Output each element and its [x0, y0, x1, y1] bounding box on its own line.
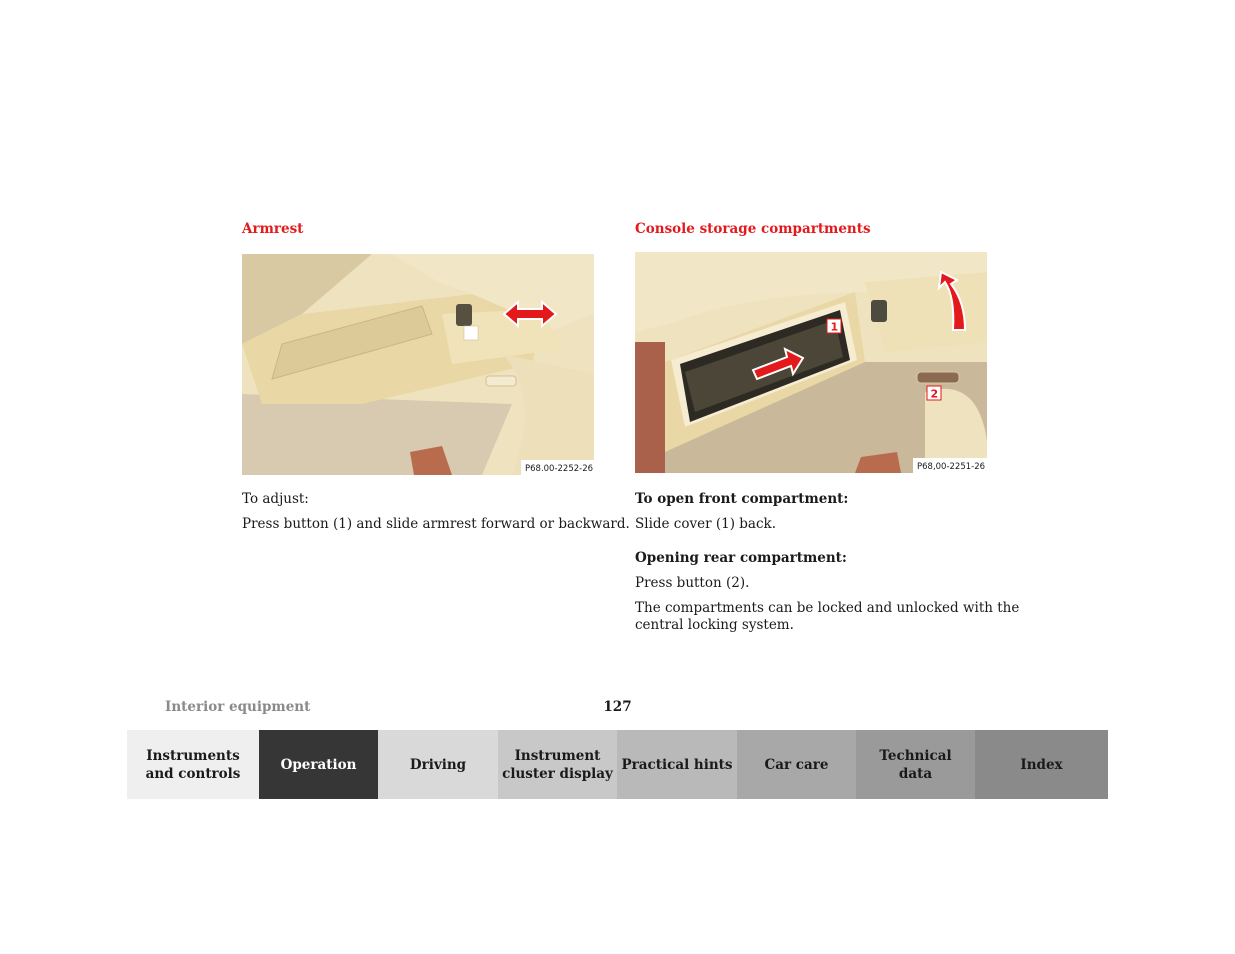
locking-text-line2: central locking system. [635, 617, 794, 633]
tab-label: Driving [409, 756, 467, 773]
armrest-illustration [242, 254, 594, 475]
tab-label: Car care [764, 756, 829, 773]
console-illustration [635, 252, 987, 473]
console-drawing [635, 252, 987, 473]
tab-label: Technical data [879, 747, 952, 782]
tab-technical-data[interactable] [856, 730, 975, 799]
console-title: Console storage compartments [635, 221, 871, 237]
chapter-navigation [127, 730, 1108, 799]
tab-instruments-and-controls[interactable] [127, 730, 259, 799]
rear-compartment-text: Press button (2). [635, 575, 750, 591]
tab-index[interactable] [975, 730, 1108, 799]
tab-car-care[interactable] [737, 730, 856, 799]
console-label-1: 1 [830, 320, 839, 334]
tab-label: Index [1020, 756, 1063, 773]
tab-instrument-cluster-display[interactable] [498, 730, 617, 799]
page-number: 127 [603, 699, 632, 715]
footer-section-name: Interior equipment [165, 699, 311, 715]
front-compartment-heading: To open front compartment: [635, 491, 849, 507]
tab-label: Operation [280, 756, 357, 773]
rear-compartment-heading: Opening rear compartment: [635, 550, 847, 566]
armrest-drawing [242, 254, 594, 475]
tab-label: Instruments and controls [145, 747, 241, 782]
armrest-title: Armrest [242, 221, 304, 237]
armrest-text-instruction: Press button (1) and slide armrest forward or backward. [242, 516, 630, 532]
console-figure-code: P68,00-2251-26 [917, 462, 986, 472]
console-label-2: 2 [930, 387, 939, 401]
armrest-text-adjust: To adjust: [242, 491, 309, 507]
tab-operation[interactable] [259, 730, 378, 799]
tab-label: Practical hints [621, 756, 733, 773]
locking-text-line1: The compartments can be locked and unlocked with the [635, 600, 1020, 616]
front-compartment-text: Slide cover (1) back. [635, 516, 776, 532]
tab-driving[interactable] [378, 730, 498, 799]
tab-label: Instrument cluster display [502, 747, 613, 782]
armrest-figure-code: P68.00-2252-26 [525, 464, 594, 474]
tab-practical-hints[interactable] [617, 730, 737, 799]
